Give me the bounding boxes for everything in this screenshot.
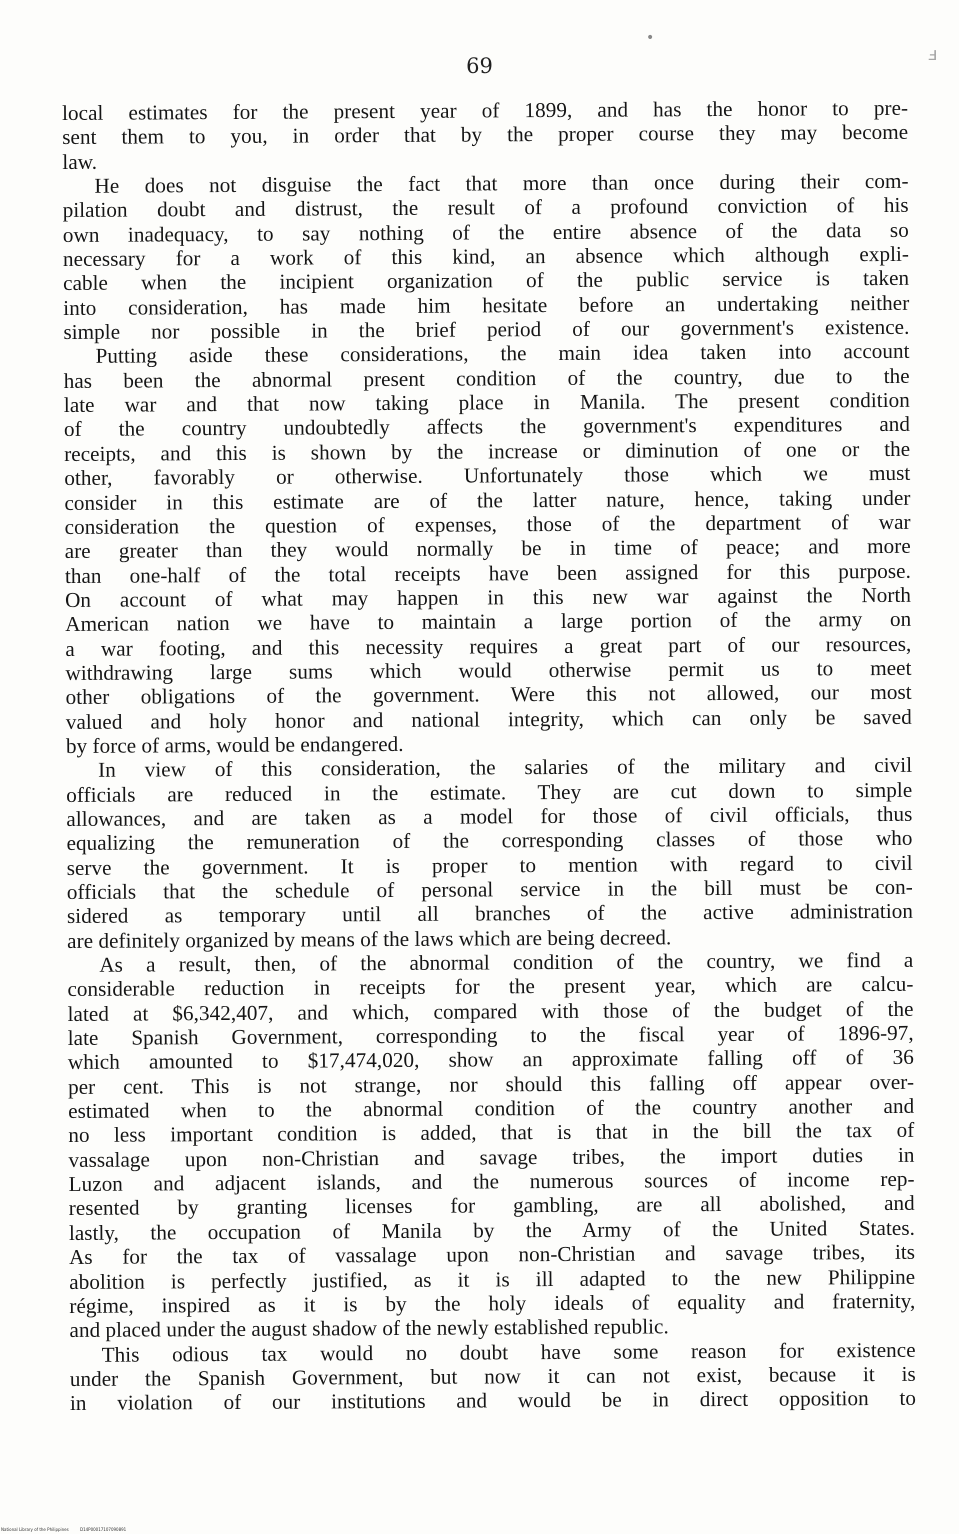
- text-line: which amounted to $17,474,020, show an approximate falling off of 36: [67, 1045, 914, 1075]
- text-line: in violation of our institutions and would be in direct opposition to: [69, 1386, 917, 1416]
- text-line: régime, inspired as it is by the holy ideals of equality and fraternity,: [69, 1288, 916, 1318]
- text-line: into consideration, has made him hesitate before an undertaking neither: [63, 290, 910, 320]
- text-line: officials are reduced in the estimate. They are cut down to simple: [66, 777, 913, 807]
- text-line: simple nor possible in the brief period of our government's existence.: [63, 314, 910, 345]
- text-line: withdrawing large sums which would otherwise permit us to meet: [65, 655, 912, 685]
- text-line: other obligations of the government. Were this not allowed, our most: [65, 680, 912, 710]
- text-line: As for the tax of vassalage upon non-Christian and savage tribes, its: [68, 1239, 916, 1270]
- text-line: lastly, the occupation of Manila by the Army of the United States.: [68, 1215, 915, 1245]
- footer-library: National Library of the Philippines: [1, 1527, 69, 1532]
- body-text: [62, 96, 916, 1416]
- text-line: lated at $6,342,407, and which, compared with those of the budget of the: [67, 996, 914, 1026]
- text-line: serve the government. It is proper to mention with regard to civil: [66, 850, 913, 880]
- text-line: officials that the schedule of personal service in the bill must be con-: [66, 874, 913, 904]
- text-line: a war footing, and this necessity requires a great part of our resources,: [65, 631, 912, 661]
- margin-mark: ⅎ: [928, 44, 938, 65]
- page-number: 69: [466, 54, 493, 78]
- text-line: are greater than they would normally be in time of peace; and more: [64, 534, 911, 564]
- text-line: receipts, and this is shown by the increase or diminution of one or the: [64, 436, 911, 466]
- archive-footer: [1, 1527, 136, 1532]
- text-line: valued and holy honor and national integrity, which can only be saved: [65, 704, 912, 734]
- text-line: American nation we have to maintain a large portion of the army on: [65, 607, 912, 637]
- text-line: under the Spanish Government, but now it can not exist, because it is: [69, 1361, 916, 1391]
- text-line: On account of what may happen in this new war against the North: [64, 582, 912, 612]
- text-line: consideration the question of expenses, those of the department of war: [64, 509, 911, 539]
- text-line: resented by granting licenses for gambling, are all abolished, and: [68, 1191, 915, 1221]
- text-line: own inadequacy, to say nothing of the entire absence of the data so: [62, 217, 909, 247]
- text-line: sidered as temporary until all branches of the active administration: [66, 899, 914, 929]
- text-line: late Spanish Government, corresponding to the fiscal year of 1896-97,: [67, 1020, 914, 1051]
- text-line: sent them to you, in order that by the proper course they may become: [62, 120, 909, 150]
- text-line: has been the abnormal present condition of the country, due to the: [63, 363, 910, 393]
- text-line: no less important condition is added, that is that in the bill the tax of: [68, 1118, 915, 1148]
- print-speck: •: [646, 30, 655, 46]
- paragraph-first-line: He does not disguise the fact that more than once during their com-: [94, 168, 909, 198]
- text-line: cable when the incipient organization of the public service is taken: [63, 266, 910, 296]
- paragraph-first-line: Putting aside these considerations, the main idea taken into account: [95, 339, 910, 369]
- text-line: Luzon and adjacent islands, and the numerous sources of income rep-: [68, 1166, 915, 1197]
- text-line: and placed under the august shadow of the newly established republic.: [69, 1314, 669, 1343]
- text-line: late war and that now taking place in Manila. The present condition: [63, 387, 910, 418]
- text-line: by force of arms, would be endangered.: [65, 731, 404, 758]
- text-line: of the country undoubtedly affects the government's expenditures and: [63, 412, 911, 442]
- text-line: pilation doubt and distrust, the result of a profound conviction of his: [62, 193, 909, 223]
- text-line: local estimates for the present year of 1899, and has the honor to pre-: [62, 95, 909, 125]
- text-line: necessary for a work of this kind, an absence which although expli-: [62, 241, 910, 272]
- footer-code: D14P00017107090891: [80, 1527, 127, 1532]
- text-line: vassalage upon non-Christian and savage tribes, the import duties in: [68, 1142, 915, 1172]
- text-line: allowances, and are taken as a model for those of civil officials, thus: [66, 801, 913, 831]
- text-line: per cent. This is not strange, nor should this falling off appear over-: [67, 1069, 915, 1099]
- paragraph-first-line: As a result, then, of the abnormal condition of the country, we find a: [99, 947, 914, 977]
- text-line: law.: [62, 149, 98, 174]
- text-line: equalizing the remuneration of the corresponding classes of those who: [66, 826, 913, 856]
- text-line: estimated when to the abnormal condition of the country another and: [68, 1093, 915, 1124]
- text-line: consider in this estimate are of the latter nature, hence, taking under: [64, 485, 911, 515]
- text-line: are definitely organized by means of the laws which are being decreed.: [67, 924, 672, 953]
- text-line: considerable reduction in receipts for the present year, which are calcu-: [67, 972, 914, 1002]
- text-line: other, favorably or otherwise. Unfortunately those which we must: [64, 460, 911, 491]
- paragraph-first-line: This odious tax would no doubt have some reason for existence: [101, 1337, 916, 1367]
- paragraph-first-line: In view of this consideration, the salaries of the military and civil: [98, 753, 913, 783]
- text-line: abolition is perfectly justified, as it is ill adapted to the new Philippine: [69, 1264, 916, 1294]
- text-line: than one-half of the total receipts have been assigned for this purpose.: [64, 558, 911, 588]
